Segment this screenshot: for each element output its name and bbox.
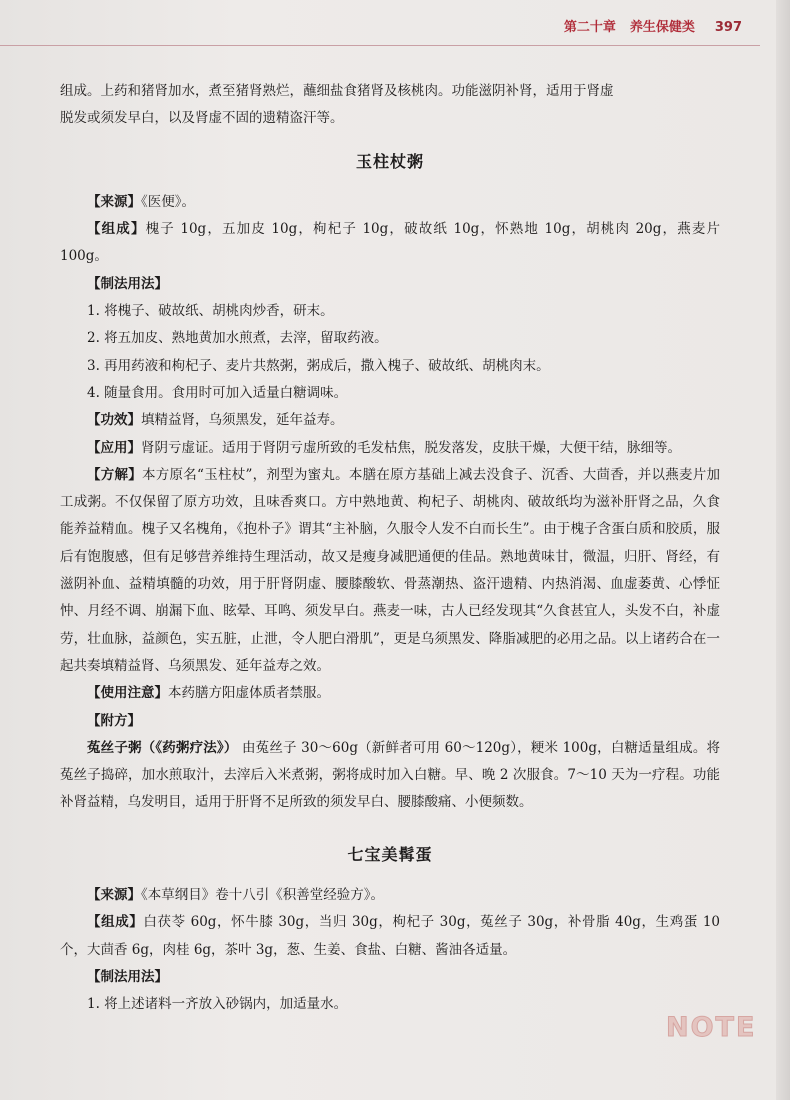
appendix-recipe-text: 由菟丝子 30～60g（新鲜者可用 60～120g），粳米 100g，白糖适量组成。将菟丝子捣碎，加水煎取汁，去滓后入米煮粥，粥将成时加入白糖。早、晚 2 次服食。7～10 天为一疗程。功能补肾益精，乌发明目，适用于肝肾不足所致的须发早白、腰膝酸痛、小便频数。 — [60, 739, 721, 811]
recipe2-method-heading — [60, 964, 720, 991]
intro-paragraph — [60, 78, 720, 133]
recipe1-effect — [60, 407, 720, 434]
intro-line-2: 脱发或须发早白，以及肾虚不固的遗精盗汗等。 — [60, 110, 344, 127]
recipe1-appendix-heading — [60, 708, 720, 735]
method-step: 3. 再用药液和枸杞子、麦片共熬粥，粥成后，撒入槐子、破故纸、胡桃肉末。 — [87, 357, 550, 374]
recipe1-composition — [60, 216, 720, 271]
appendix-recipe-name: 菟丝子粥（《药粥疗法》） — [87, 739, 238, 756]
application-text: 肾阴亏虚证。适用于肾阴亏虚所致的毛发枯焦，脱发落发，皮肤干燥，大便干结，脉细等。 — [141, 439, 681, 456]
header-section: 养生保健类 — [629, 20, 695, 35]
intro-line-1: 组成。上药和猪肾加水，煮至猪肾熟烂，蘸细盐食猪肾及核桃肉。功能滋阴补肾，适用于肾虚 — [60, 83, 614, 99]
method-label: 【制法用法】 — [87, 968, 168, 985]
source-text: 《医便》。 — [141, 193, 195, 210]
method-label: 【制法用法】 — [87, 275, 168, 292]
composition-label: 【组成】 — [87, 914, 144, 931]
recipe1-explanation — [60, 462, 720, 680]
header-chapter: 第二十章 — [563, 20, 616, 35]
application-label: 【应用】 — [87, 439, 141, 456]
caution-label: 【使用注意】 — [87, 685, 168, 702]
recipe1-source — [60, 189, 720, 216]
page-body — [60, 78, 720, 1019]
source-text: 《本草纲目》卷十八引《积善堂经验方》。 — [141, 887, 384, 904]
explanation-text: 本方原名“玉柱杖”，剂型为蜜丸。本膳在原方基础上减去没食子、沉香、大茴香，并以燕麦片加工成粥。不仅保留了原方功效，且味香爽口。方中熟地黄、枸杞子、胡桃肉、破故纸均为滋补肝肾之品，久食能养益精血。槐子又名槐角，《抱朴子》谓其“主补脑，久服令人发不白而长生”。由于槐子含蛋白质和胶质，服后有饱腹感，但有足够营养维持生理活动，故又是瘦身减肥通便的佳品。熟地黄味甘，微温，归肝、肾经，有滋阴补血、益精填髓的功效，用于肝肾阴虚、腰膝酸软、骨蒸潮热、盗汗遗精、内热消渴、血虚萎黄、心悸怔忡、月经不调、崩漏下血、眩晕、耳鸣、须发早白。燕麦一味，古人已经发现其“久食甚宜人，头发不白，补虚劳，壮血脉，益颜色，实五脏，止泄，令人肥白滑肌”，更是乌须黑发、降脂减肥的必用之品。以上诸药合在一起共奏填精益肾、乌须黑发、延年益寿之效。 — [60, 466, 721, 674]
appendix-recipe — [60, 735, 720, 817]
appendix-label: 【附方】 — [87, 712, 141, 729]
recipe-title-yuzhuzhangzhou: 玉柱杖粥 — [355, 151, 424, 171]
method-step: 1. 将上述诸料一齐放入砂锅内，加适量水。 — [87, 996, 348, 1013]
header-divider — [0, 45, 760, 46]
recipe2-composition — [60, 909, 720, 964]
effect-text: 填精益肾，乌须黑发，延年益寿。 — [141, 412, 344, 429]
method-step: 4. 随量食用。食用时可加入适量白糖调味。 — [87, 384, 348, 401]
page-edge-shadow — [776, 0, 790, 1100]
recipe2-source — [60, 882, 720, 909]
composition-label: 【组成】 — [87, 221, 146, 238]
recipe1-caution — [60, 680, 720, 707]
effect-label: 【功效】 — [87, 412, 141, 429]
page-number: 397 — [714, 20, 742, 35]
composition-text: 白茯苓 60g，怀牛膝 30g，当归 30g，枸杞子 30g，菟丝子 30g，补骨脂 40g，生鸡蛋 10 个，大茴香 6g，肉桂 6g，茶叶 3g，葱、生姜、食盐、白糖、酱油各适量。 — [60, 914, 720, 958]
composition-text: 槐子 10g，五加皮 10g，枸杞子 10g，破故纸 10g，怀熟地 10g，胡桃肉 20g，燕麦片 100g。 — [60, 221, 721, 265]
method-step: 2. 将五加皮、熟地黄加水煎煮，去滓，留取药液。 — [87, 330, 388, 347]
caution-text: 本药膳方阳虚体质者禁服。 — [168, 685, 330, 702]
recipe-title-qibaomeiran: 七宝美髯蛋 — [347, 844, 433, 864]
recipe1-method-heading — [60, 271, 720, 298]
source-label: 【来源】 — [87, 887, 141, 904]
recipe1-application — [60, 435, 720, 462]
explanation-label: 【方解】 — [87, 466, 143, 483]
running-header — [564, 16, 742, 35]
source-label: 【来源】 — [87, 193, 141, 210]
method-step: 1. 将槐子、破故纸、胡桃肉炒香，研末。 — [87, 303, 334, 320]
note-logo: NOTE — [666, 1012, 757, 1043]
